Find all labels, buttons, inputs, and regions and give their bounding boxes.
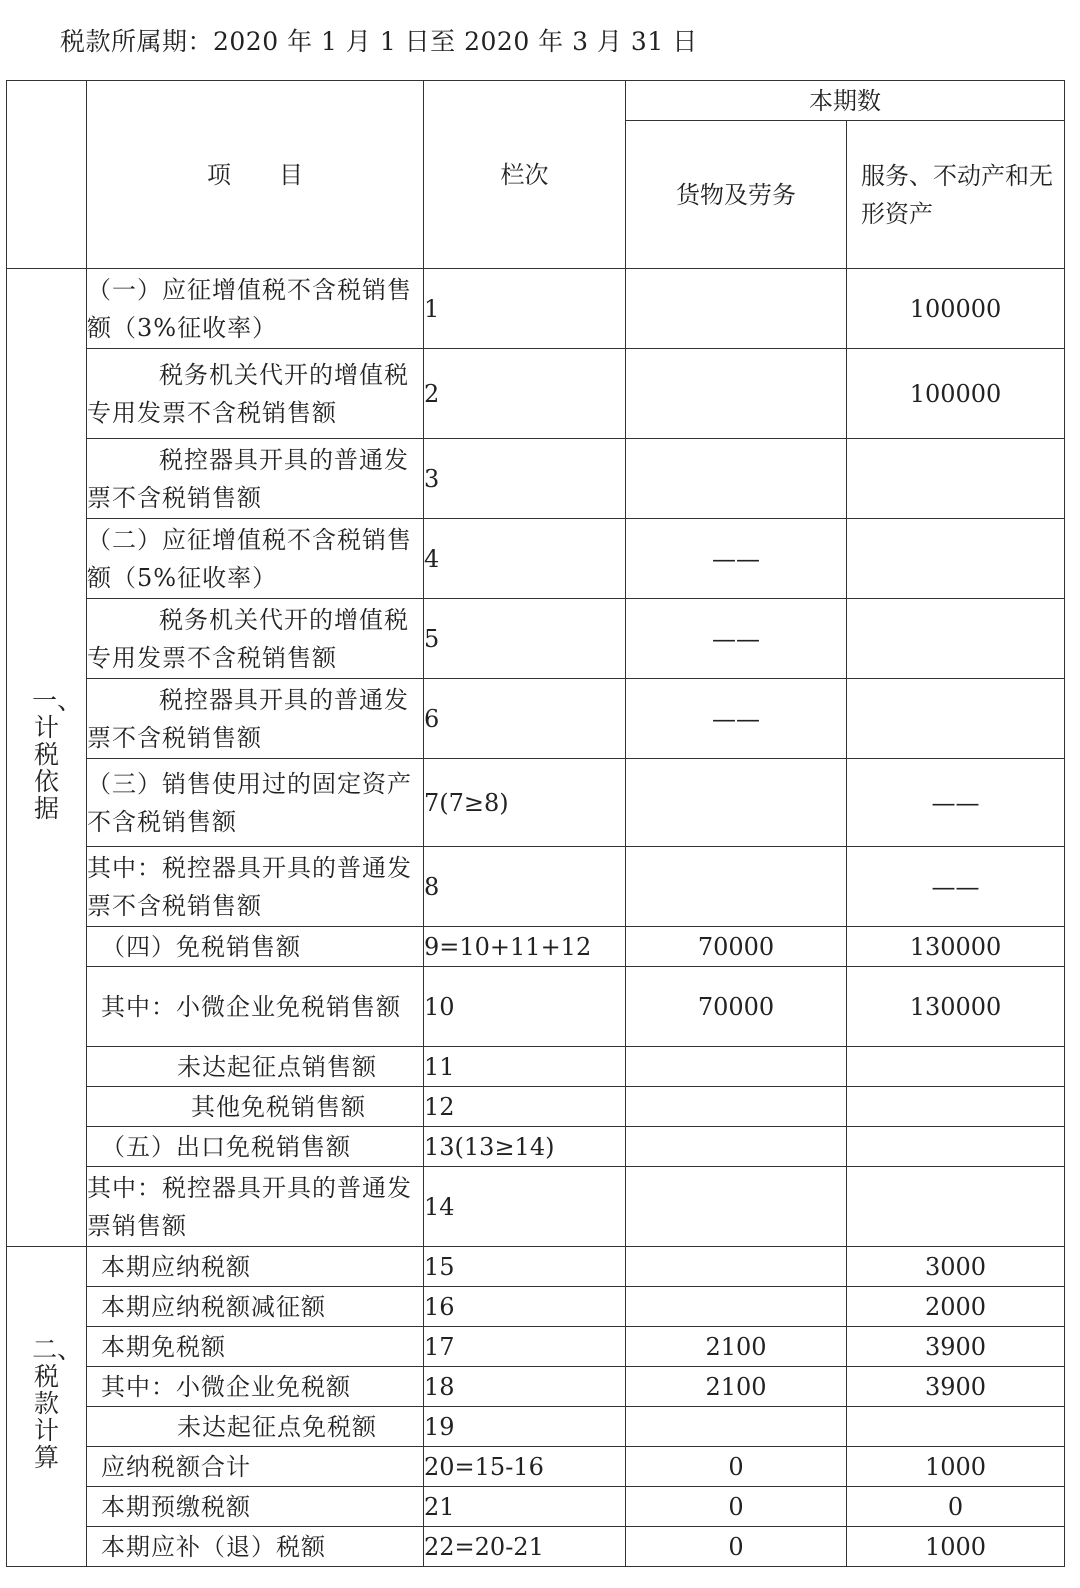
row-services: 3900: [847, 1367, 1065, 1407]
section-basis: 一、计税依据: [7, 269, 87, 1247]
row-item: （三）销售使用过的固定资产不含税销售额: [87, 759, 424, 847]
row-column: 4: [424, 519, 626, 599]
row-column: 6: [424, 679, 626, 759]
row-item: 其中：小微企业免税额: [87, 1367, 424, 1407]
row-column: 19: [424, 1407, 626, 1447]
row-column: 17: [424, 1327, 626, 1367]
row-column: 5: [424, 599, 626, 679]
section-calculation: 二、税款计算: [7, 1247, 87, 1567]
row-column: 14: [424, 1167, 626, 1247]
row-goods: 0: [626, 1527, 847, 1567]
row-item: 本期应补（退）税额: [87, 1527, 424, 1567]
row-goods: [626, 1407, 847, 1447]
row-goods: 0: [626, 1447, 847, 1487]
row-item: 税务机关代开的增值税专用发票不含税销售额: [87, 349, 424, 439]
row-column: 2: [424, 349, 626, 439]
row-services-dash: ——: [847, 759, 1065, 847]
row-goods-dash: ——: [626, 599, 847, 679]
row-item: 本期应纳税额: [87, 1247, 424, 1287]
row-goods: [626, 759, 847, 847]
row-services: 2000: [847, 1287, 1065, 1327]
row-goods: [626, 1167, 847, 1247]
row-column: 13(13≥14): [424, 1127, 626, 1167]
row-item: 税控器具开具的普通发票不含税销售额: [87, 439, 424, 519]
row-column: 12: [424, 1087, 626, 1127]
row-item: 其中：税控器具开具的普通发票不含税销售额: [87, 847, 424, 927]
row-item: 税控器具开具的普通发票不含税销售额: [87, 679, 424, 759]
row-column: 1: [424, 269, 626, 349]
row-services: 1000: [847, 1447, 1065, 1487]
row-services: 130000: [847, 927, 1065, 967]
row-goods: 0: [626, 1487, 847, 1527]
row-services: 3000: [847, 1247, 1065, 1287]
row-goods: 2100: [626, 1367, 847, 1407]
header-current-period: 本期数: [626, 81, 1065, 121]
row-goods: [626, 1087, 847, 1127]
row-services: [847, 1407, 1065, 1447]
row-item: 本期应纳税额减征额: [87, 1287, 424, 1327]
row-goods: 70000: [626, 967, 847, 1047]
row-services: [847, 1127, 1065, 1167]
row-goods: [626, 1047, 847, 1087]
tax-period-label: 税款所属期：2020 年 1 月 1 日至 2020 年 3 月 31 日: [60, 27, 698, 56]
row-column: 21: [424, 1487, 626, 1527]
row-item: 未达起征点销售额: [87, 1047, 424, 1087]
row-item: （四）免税销售额: [87, 927, 424, 967]
row-goods: 70000: [626, 927, 847, 967]
row-column: 18: [424, 1367, 626, 1407]
row-item: （二）应征增值税不含税销售额（5%征收率）: [87, 519, 424, 599]
row-item: 其中：小微企业免税销售额: [87, 967, 424, 1047]
row-goods: [626, 269, 847, 349]
row-column: 20=15-16: [424, 1447, 626, 1487]
row-item: （一）应征增值税不含税销售额（3%征收率）: [87, 269, 424, 349]
row-item: 应纳税额合计: [87, 1447, 424, 1487]
row-item: 其他免税销售额: [87, 1087, 424, 1127]
row-services: 3900: [847, 1327, 1065, 1367]
row-item: 税务机关代开的增值税专用发票不含税销售额: [87, 599, 424, 679]
row-goods: [626, 1127, 847, 1167]
row-goods: [626, 1287, 847, 1327]
row-services: [847, 1167, 1065, 1247]
row-services: [847, 439, 1065, 519]
row-goods: [626, 847, 847, 927]
header-column-no: 栏次: [424, 81, 626, 269]
row-services: [847, 1087, 1065, 1127]
row-column: 22=20-21: [424, 1527, 626, 1567]
row-column: 16: [424, 1287, 626, 1327]
row-goods-dash: ——: [626, 679, 847, 759]
row-goods-dash: ——: [626, 519, 847, 599]
row-services: [847, 599, 1065, 679]
row-services: [847, 1047, 1065, 1087]
row-item: 未达起征点免税额: [87, 1407, 424, 1447]
header-item: 项 目: [87, 81, 424, 269]
vat-return-table: [6, 80, 1065, 1567]
row-goods: 2100: [626, 1327, 847, 1367]
row-column: 9=10+11+12: [424, 927, 626, 967]
row-services: 100000: [847, 349, 1065, 439]
row-goods: [626, 439, 847, 519]
row-services: [847, 519, 1065, 599]
row-services: [847, 679, 1065, 759]
corner-cell: [7, 81, 87, 269]
header-services-realestate: 服务、不动产和无形资产: [847, 121, 1065, 269]
header-goods-services: 货物及劳务: [626, 121, 847, 269]
row-column: 11: [424, 1047, 626, 1087]
row-services: 1000: [847, 1527, 1065, 1567]
row-goods: [626, 1247, 847, 1287]
row-item: （五）出口免税销售额: [87, 1127, 424, 1167]
row-column: 7(7≥8): [424, 759, 626, 847]
row-column: 3: [424, 439, 626, 519]
row-column: 8: [424, 847, 626, 927]
row-goods: [626, 349, 847, 439]
row-services: 100000: [847, 269, 1065, 349]
row-services-dash: ——: [847, 847, 1065, 927]
row-services: 130000: [847, 967, 1065, 1047]
row-column: 15: [424, 1247, 626, 1287]
row-item: 其中：税控器具开具的普通发票销售额: [87, 1167, 424, 1247]
row-item: 本期预缴税额: [87, 1487, 424, 1527]
row-item: 本期免税额: [87, 1327, 424, 1367]
row-column: 10: [424, 967, 626, 1047]
row-services: 0: [847, 1487, 1065, 1527]
